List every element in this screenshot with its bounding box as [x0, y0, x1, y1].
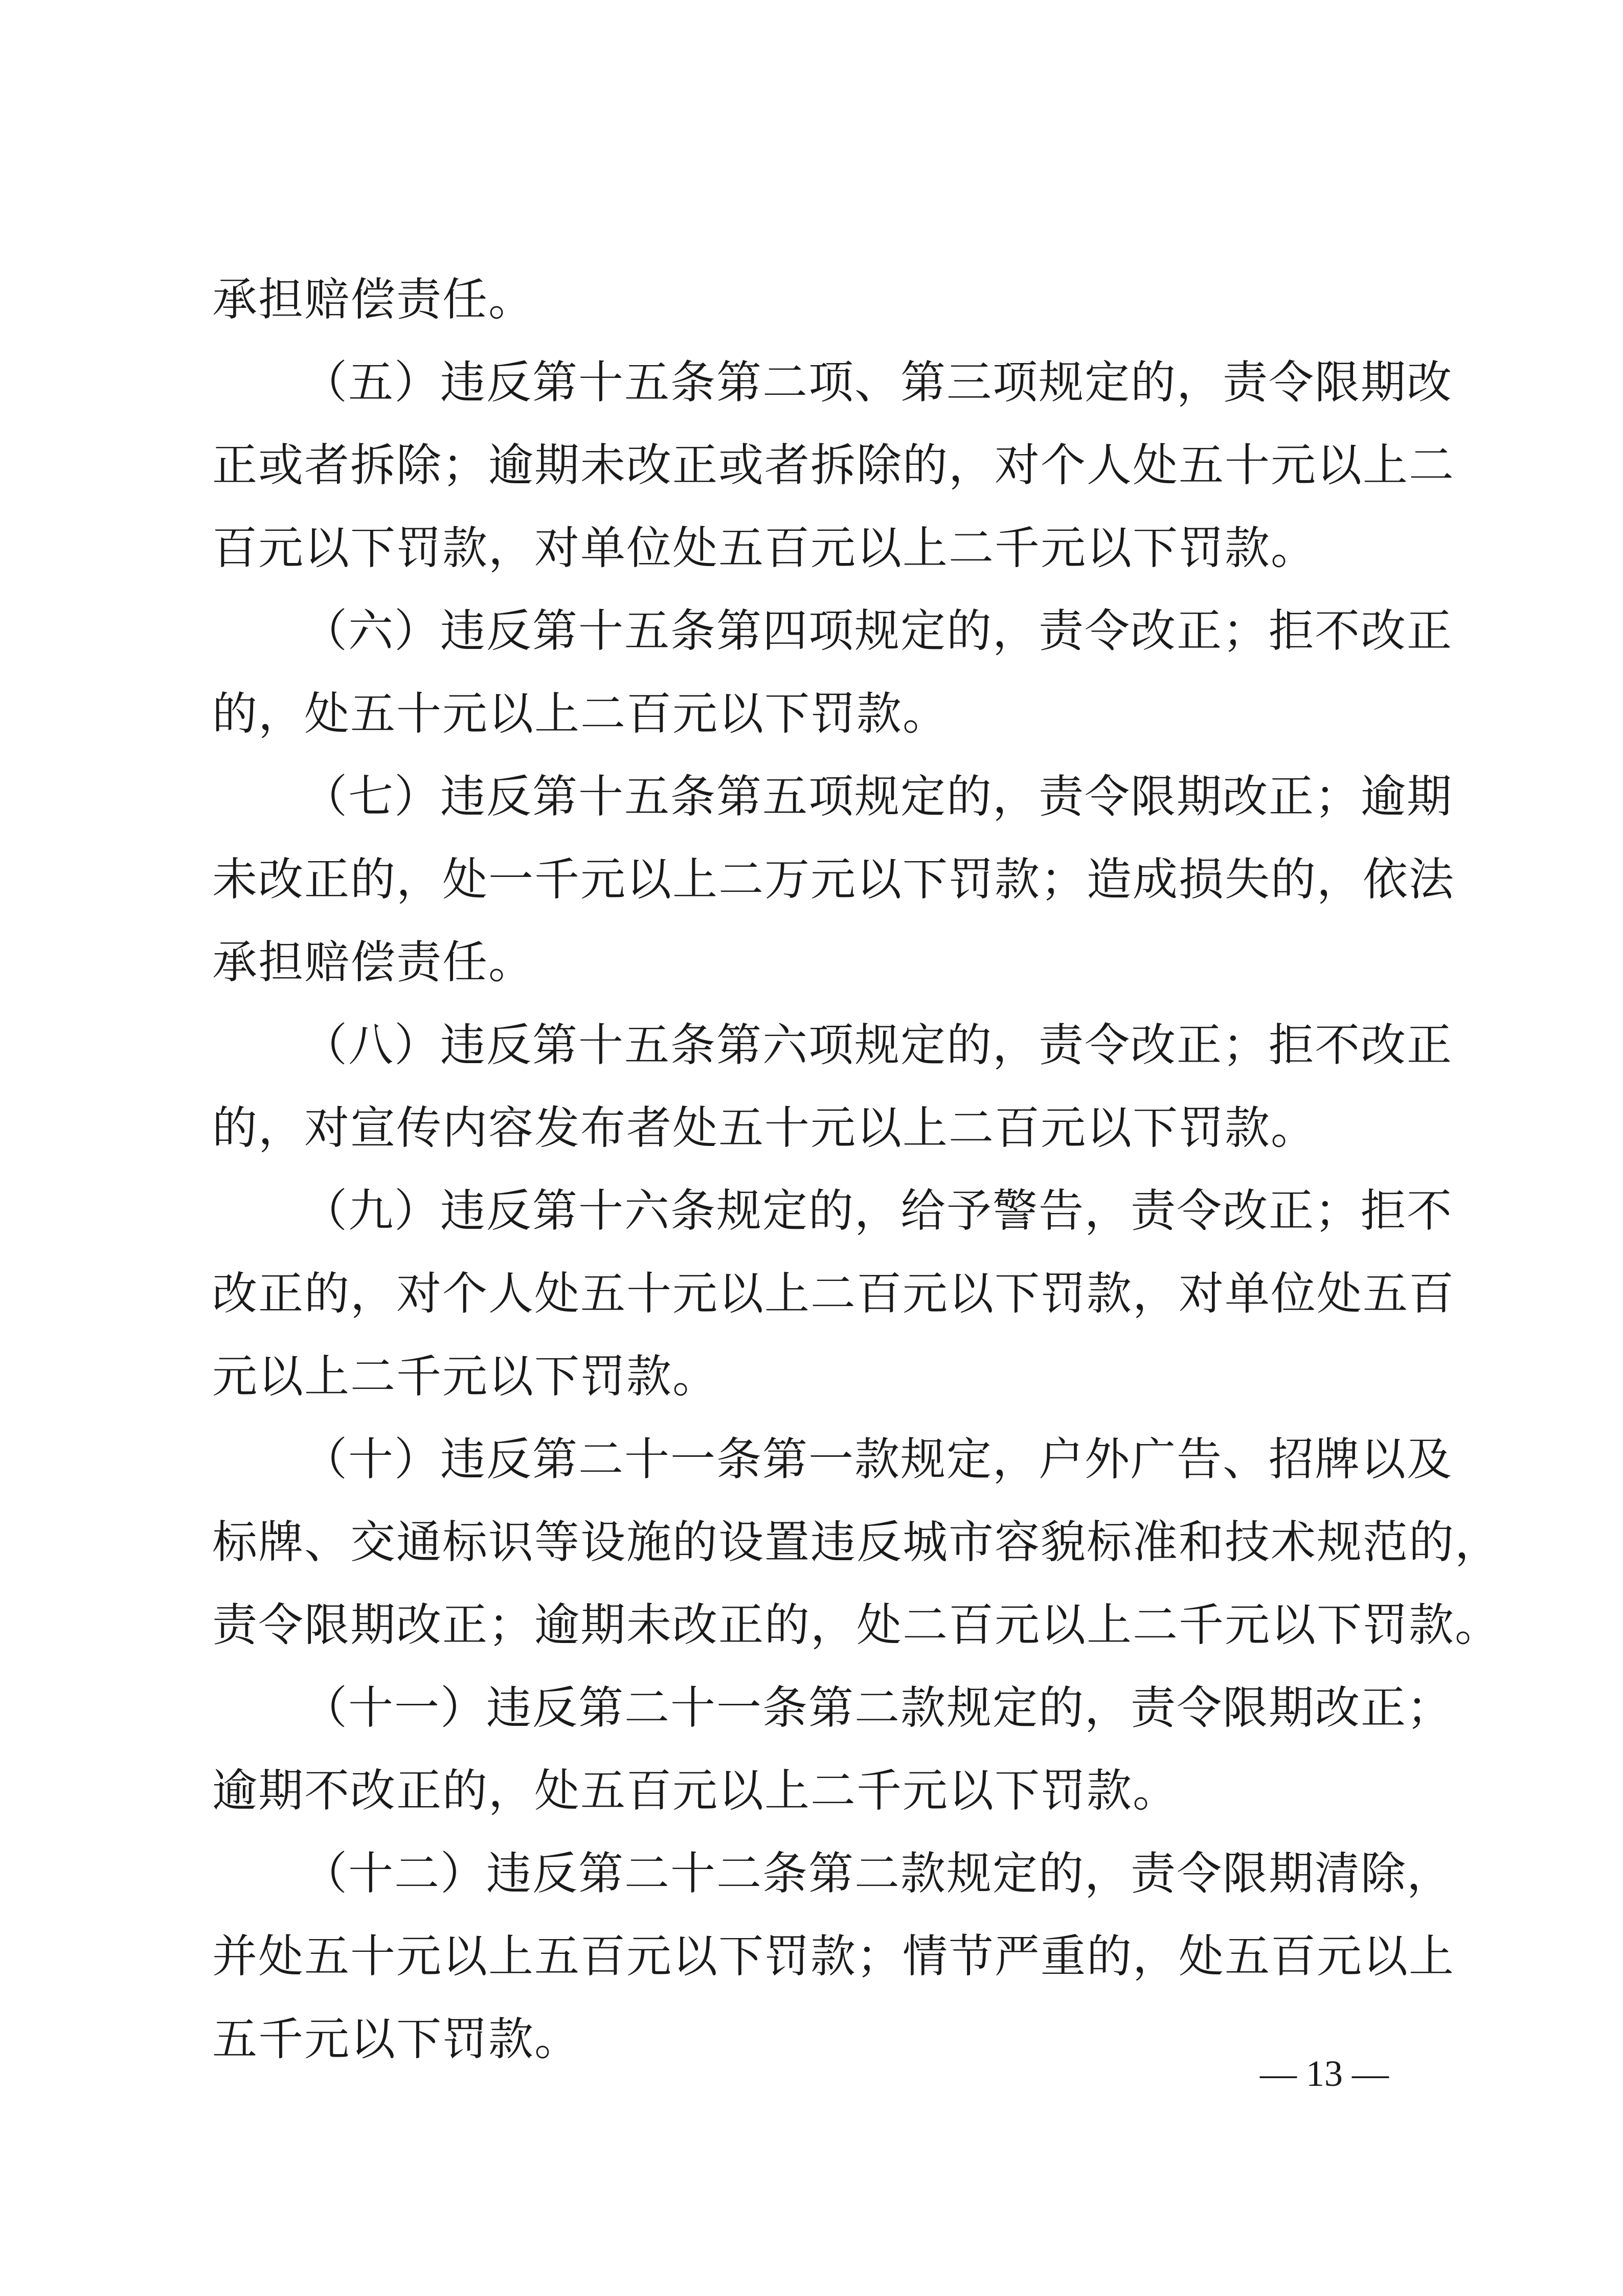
text-line: 责令限期改正；逾期未改正的，处二百元以上二千元以下罚款。 — [212, 1599, 1501, 1651]
text-line: 的，对宣传内容发布者处五十元以上二百元以下罚款。 — [212, 1101, 1317, 1154]
paragraph-start-line: （十二）违反第二十二条第二款规定的，责令限期清除， — [302, 1847, 1453, 1900]
text-line: 元以上二千元以下罚款。 — [212, 1350, 719, 1403]
paragraph-start-line: （十一）违反第二十一条第二款规定的，责令限期改正； — [302, 1681, 1453, 1734]
text-line: 逾期不改正的，处五百元以上二千元以下罚款。 — [212, 1764, 1179, 1817]
paragraph-start-line: （六）违反第十五条第四项规定的，责令改正；拒不改正 — [302, 604, 1453, 657]
body-text — [212, 258, 1501, 2081]
text-line: 五千元以下罚款。 — [212, 2013, 581, 2065]
text-line: 正或者拆除；逾期未改正或者拆除的，对个人处五十元以上二 — [212, 439, 1455, 491]
paragraph-start-line: （十）违反第二十一条第一款规定，户外广告、招牌以及 — [302, 1433, 1453, 1485]
text-line: 并处五十元以上五百元以下罚款；情节严重的，处五百元以上 — [212, 1930, 1455, 1983]
text-line: 百元以下罚款，对单位处五百元以上二千元以下罚款。 — [212, 522, 1317, 574]
text-line: 未改正的，处一千元以上二万元以下罚款；造成损失的，依法 — [212, 853, 1455, 906]
text-line: 承担赔偿责任。 — [212, 273, 535, 326]
text-line: 的，处五十元以上二百元以下罚款。 — [212, 687, 949, 740]
paragraph-start-line: （五）违反第十五条第二项、第三项规定的，责令限期改 — [302, 356, 1453, 409]
text-line: 承担赔偿责任。 — [212, 936, 535, 988]
text-line: 改正的，对个人处五十元以上二百元以下罚款，对单位处五百 — [212, 1267, 1455, 1320]
paragraph-start-line: （九）违反第十六条规定的，给予警告，责令改正；拒不 — [302, 1184, 1453, 1237]
page-number: — 13 — — [1260, 2053, 1389, 2094]
paragraph-start-line: （八）违反第十五条第六项规定的，责令改正；拒不改正 — [302, 1019, 1453, 1071]
text-line: 标牌、交通标识等设施的设置违反城市容貌标准和技术规范的， — [212, 1516, 1501, 1568]
paragraph-start-line: （七）违反第十五条第五项规定的，责令限期改正；逾期 — [302, 770, 1453, 823]
